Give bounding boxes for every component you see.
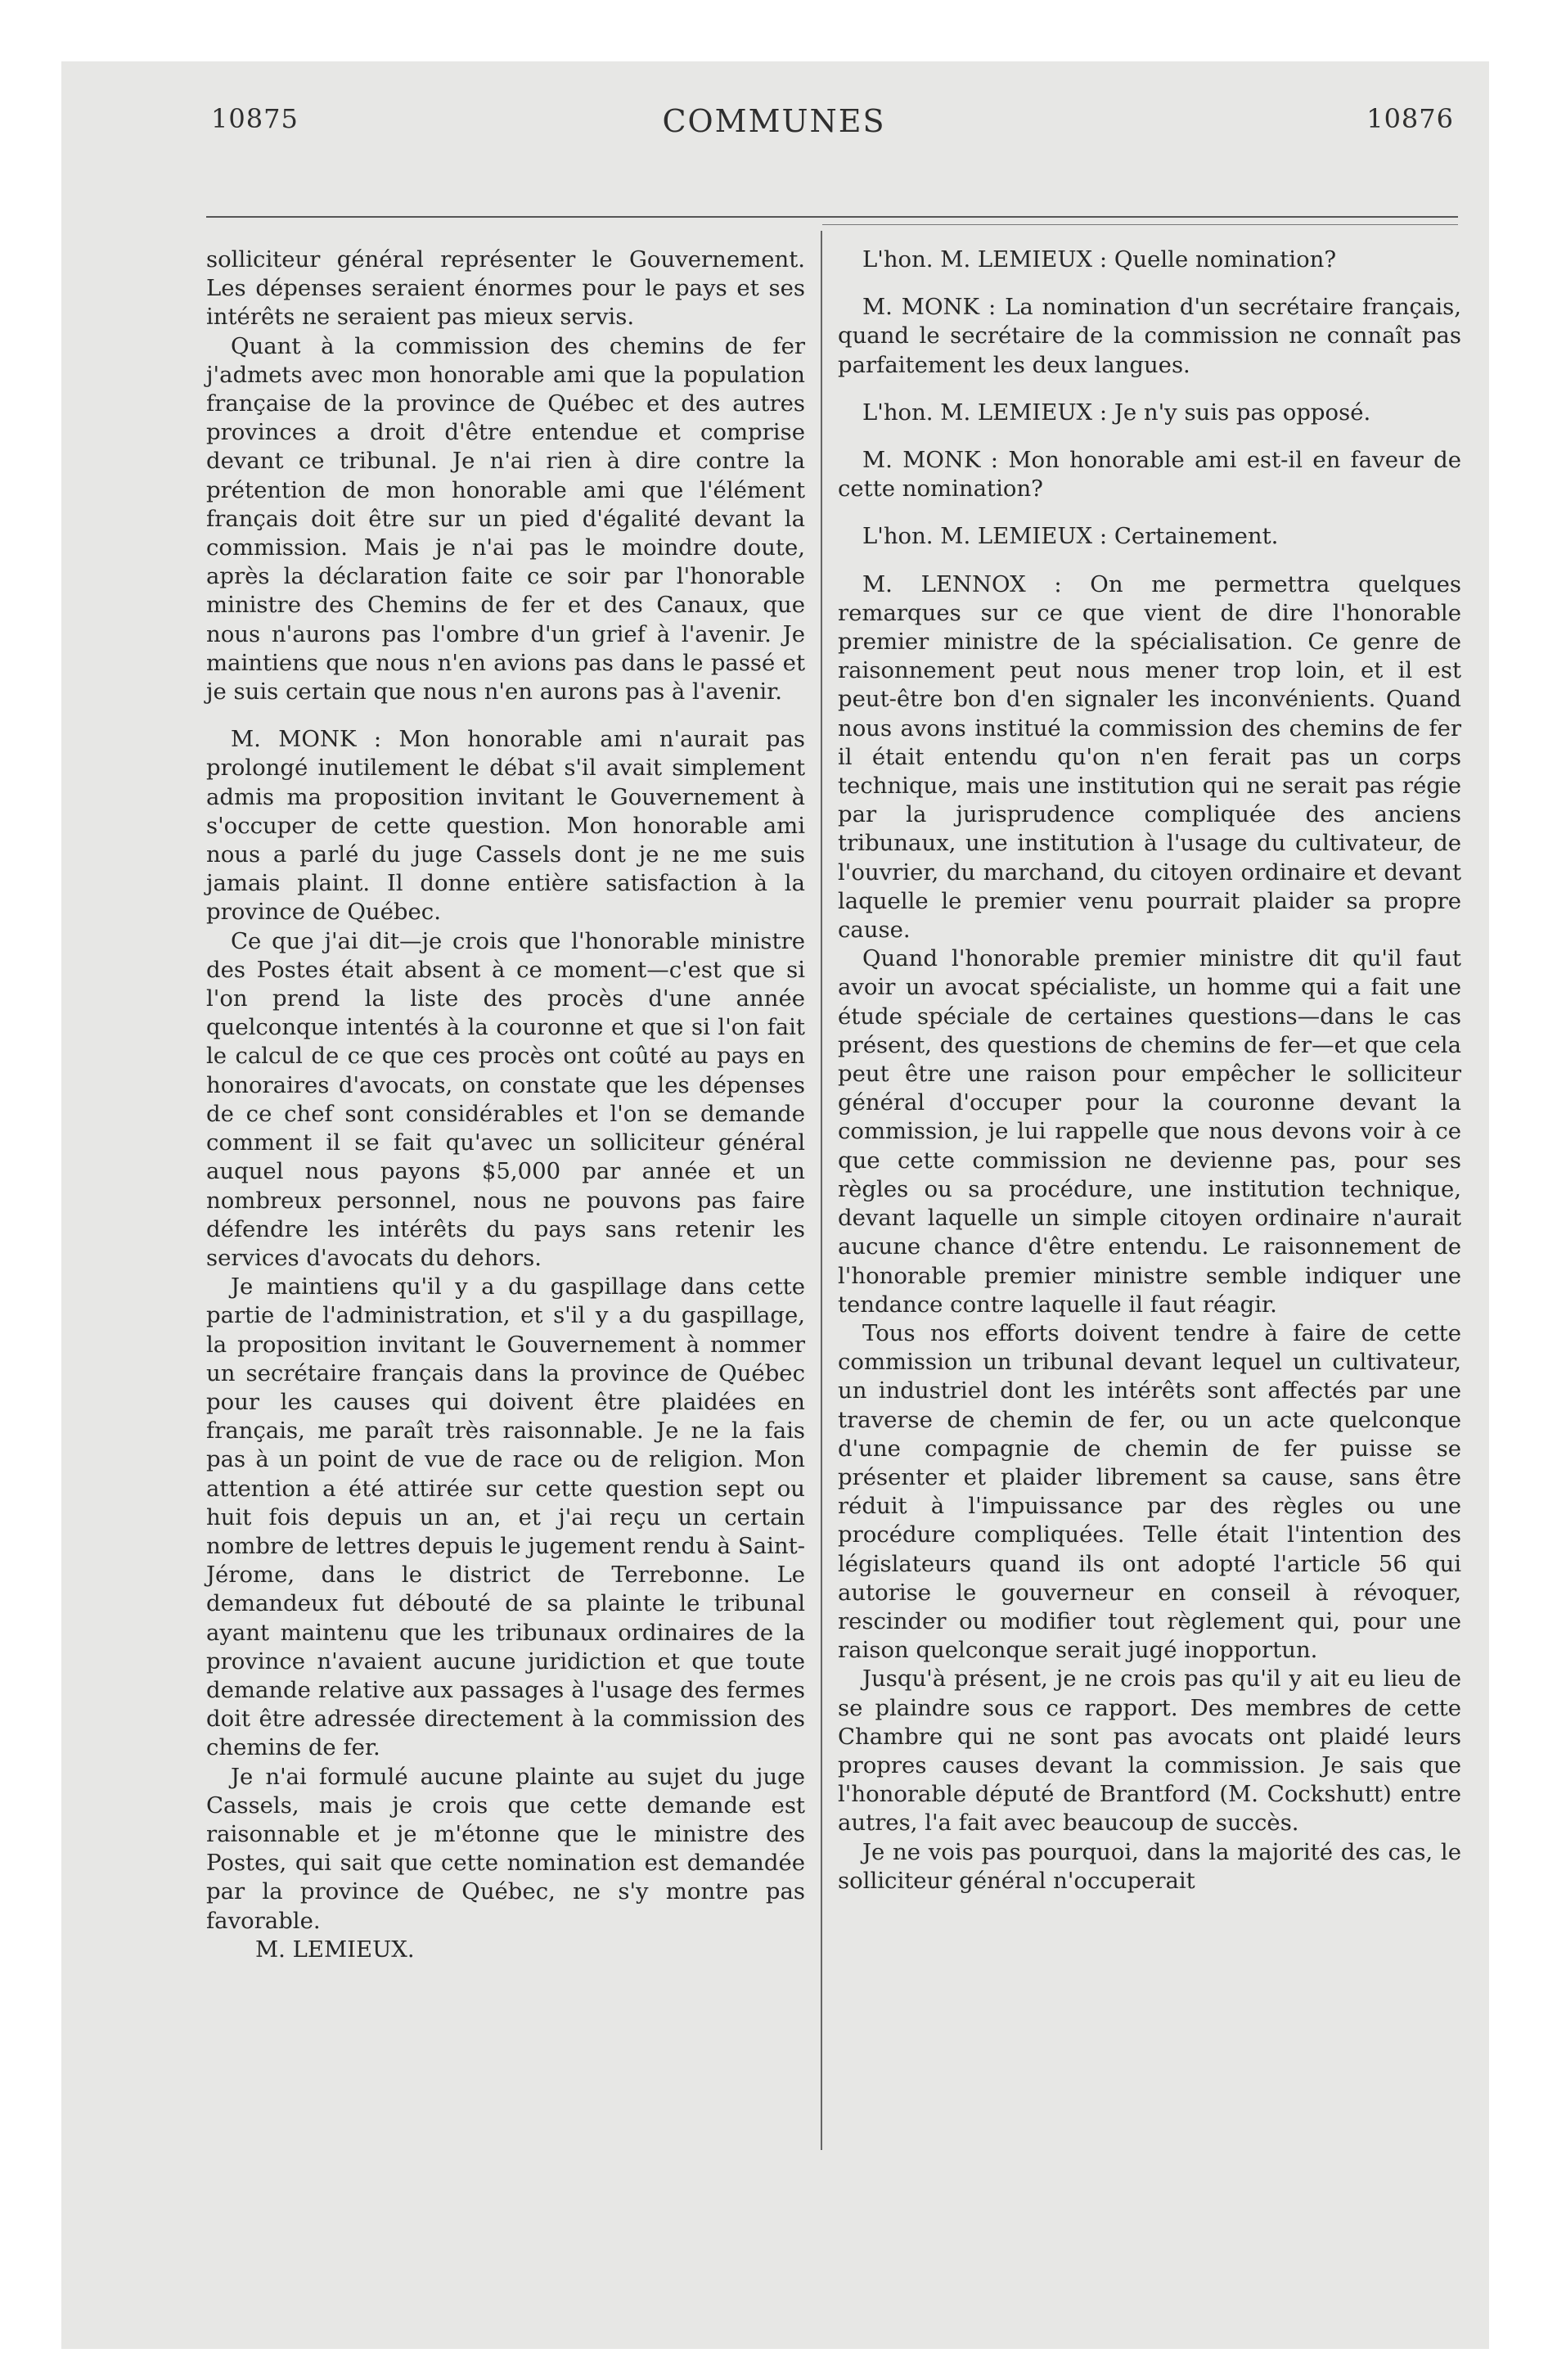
paragraph: L'hon. M. LEMIEUX : Je n'y suis pas opposé. bbox=[862, 399, 1371, 426]
paragraph: Quant à la commission des chemins de fer j'admets avec mon honorable ami que la population française de la province de Québec et des autres provinces a droit d'être entendue et comprise devant ce tribunal. Je n'ai rien à dire contre la prétention de mon honorable ami que l'élément français doit être sur un pied d'égalité devant la commission. Mais je n'ai pas le moindre doute, après la déclaration faite ce soir par l'honorable ministre des Chemins de fer et des Canaux, que nous n'aurons pas l'ombre d'un grief à l'avenir. Je maintiens que nous n'en avions pas dans le passé et je suis certain que nous n'en aurons pas à l'avenir. bbox=[206, 332, 805, 705]
paragraph: Quand l'honorable premier ministre dit qu'il faut avoir un avocat spécialiste, un homme qui a fait une étude spéciale de certaines questions—dans le cas présent, des questions de chemins de fer—et que cela peut être une raison pour empêcher le solliciteur général d'occuper pour la couronne devant la commission, je lui rappelle que nous devons voir à ce que cette commission ne devienne pas, pour ses règles ou sa procédure, une institution technique, devant laquelle un simple citoyen ordinaire n'aurait aucune chance d'être entendu. Le raisonnement de l'honorable premier ministre semble indiquer une tendance contre laquelle il faut réagir. bbox=[838, 945, 1461, 1318]
speaker-cue: M. LEMIEUX. bbox=[255, 1936, 415, 1963]
header-rule bbox=[206, 216, 1458, 218]
paragraph: M. LENNOX : On me permettra quelques remarques sur ce que vient de dire l'honorable premier ministre de la spécialisation. Ce genre de raisonnement peut nous mener trop loin, et il est peut-être bon d'en signaler les inconvénients. Quand nous avons institué la commission des chemins de fer il était entendu qu'on n'en ferait pas un corps technique, mais une institution qui ne serait pas régie par la jurisprudence compliquée des anciens tribunaux, une institution à l'usage du cultivateur, de l'ouvrier, du marchand, du citoyen ordinaire et devant laquelle le premier venu pourrait plaider sa propre cause. bbox=[838, 570, 1461, 944]
running-title: COMMUNES bbox=[662, 103, 886, 139]
page-header bbox=[0, 97, 1548, 146]
paragraph: L'hon. M. LEMIEUX : Certainement. bbox=[862, 523, 1279, 550]
header-rule-secondary bbox=[822, 224, 1458, 225]
paragraph: solliciteur général représenter le Gouvernement. Les dépenses seraient énormes pour le pays et ses intérêts ne seraient pas mieux servis. bbox=[206, 246, 805, 331]
paragraph: Je n'ai formulé aucune plainte au sujet du juge Cassels, mais je crois que cette demande est raisonnable et je m'étonne que le ministre des Postes, qui sait que cette nomination est demandée par la province de Québec, ne s'y montre pas favorable. bbox=[206, 1763, 805, 1934]
paragraph: L'hon. M. LEMIEUX : Quelle nomination? bbox=[862, 246, 1337, 273]
paragraph: Je maintiens qu'il y a du gaspillage dans cette partie de l'administration, et s'il y a du gaspillage, la proposition invitant le Gouvernement à nommer un secrétaire français dans la province de Québec pour les causes qui doivent être plaidées en français, me paraît très raisonnable. Je ne la fais pas à un point de vue de race ou de religion. Mon attention a été attirée sur cette question sept ou huit fois depuis un an, et j'ai reçu un certain nombre de lettres depuis le jugement rendu à Saint-Jérome, dans le district de Terrebonne. Le demandeux fut débouté de sa plainte le tribunal ayant maintenu que les tribunaux ordinaires de la province n'avaient aucune juridiction et que toute demande relative aux passages à l'usage des fermes doit être adressée directement à la commission des chemins de fer. bbox=[206, 1273, 805, 1761]
page-number-right: 10876 bbox=[1366, 103, 1454, 134]
right-column bbox=[838, 246, 1461, 1895]
paragraph: Ce que j'ai dit—je crois que l'honorable ministre des Postes était absent à ce moment—c'est que si l'on prend la liste des procès d'une année quelconque intentés à la couronne et que si l'on fait le calcul de ce que ces procès ont coûté au pays en honoraires d'avocats, on constate que les dépenses de ce chef sont considérables et l'on se demande comment il se fait qu'avec un solliciteur général auquel nous payons $5,000 par année et un nombreux personnel, nous ne pouvons pas faire défendre les intérêts du pays sans retenir les services d'avocats du dehors. bbox=[206, 927, 805, 1271]
paragraph: Tous nos efforts doivent tendre à faire de cette commission un tribunal devant lequel un cultivateur, un industriel dont les intérêts sont affectés par une traverse de chemin de fer, ou un acte quelconque d'une compagnie de chemin de fer puisse se présenter et plaider librement sa cause, sans être réduit à l'impuissance par des règles ou une procédure compliquées. Telle était l'intention des législateurs quand ils ont adopté l'article 56 qui autorise le gouverneur en conseil à révoquer, rescinder ou modifier tout règlement qui, pour une raison quelconque serait jugé inopportun. bbox=[838, 1319, 1461, 1664]
paragraph: Jusqu'à présent, je ne crois pas qu'il y ait eu lieu de se plaindre sous ce rapport. Des membres de cette Chambre qui ne sont pas avocats ont plaidé leurs propres causes devant la commission. Je sais que l'honorable député de Brantford (M. Cockshutt) entre autres, l'a fait avec beaucoup de succès. bbox=[838, 1666, 1461, 1837]
paragraph: M. MONK : Mon honorable ami n'aurait pas prolongé inutilement le débat s'il avait simplement admis ma proposition invitant le Gouvernement à s'occuper de cette question. Mon honorable ami nous a parlé du juge Cassels dont je ne me suis jamais plaint. Il donne entière satisfaction à la province de Québec. bbox=[206, 726, 805, 926]
paragraph: M. MONK : Mon honorable ami est-il en faveur de cette nomination? bbox=[838, 447, 1461, 503]
paragraph: Je ne vois pas pourquoi, dans la majorité des cas, le solliciteur général n'occuperait bbox=[838, 1838, 1461, 1894]
paragraph: M. MONK : La nomination d'un secrétaire français, quand le secrétaire de la commission ne connaît pas parfaitement les deux langues. bbox=[838, 294, 1461, 378]
page-number-left: 10875 bbox=[211, 103, 299, 134]
left-column bbox=[206, 246, 805, 1964]
column-divider bbox=[821, 231, 822, 2150]
